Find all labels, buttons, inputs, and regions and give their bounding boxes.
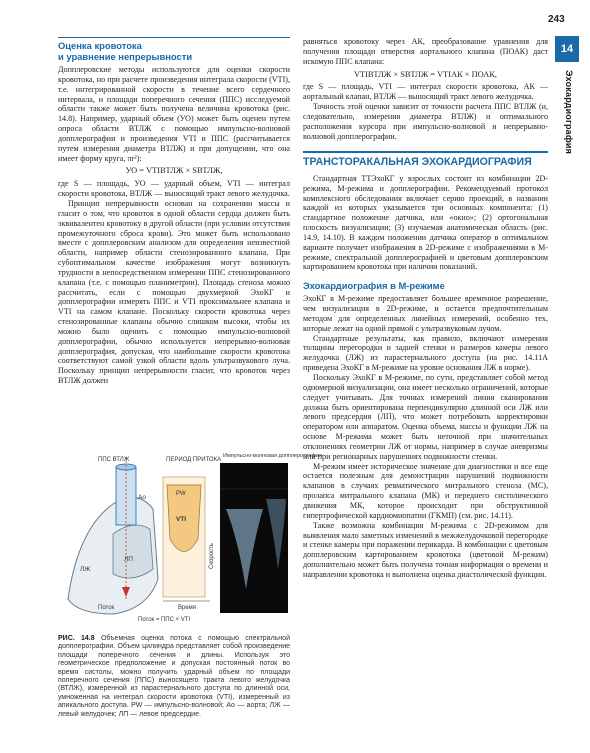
label-time: Время bbox=[178, 605, 197, 611]
paragraph: Поскольку ЭхоКГ в М-режиме, по сути, представляет собой метод одномерной визуализации, она имеет несколько ограничений, которые следует учитывать. Для точных измерений линия сканирования должна быть ориентирована перпендикулярно длинной оси ЛЖ или левого предсердия (ЛП), что может потребовать корректировки оператором или аппаратом. Оценка объема, массы и функции ЛЖ на основе М-режима может быть неточной при значительных отклонениях геометрии ЛЖ от нормы, например в случае аневризмы или при регионарных нарушениях подвижности стенки. bbox=[303, 373, 548, 461]
label-speed: Скорость bbox=[209, 543, 215, 569]
section-heading-line2: и уравнение непрерывности bbox=[58, 51, 193, 62]
section-heading-line1: Оценка кровотока bbox=[58, 40, 142, 51]
section-title: ТРАНСТОРАКАЛЬНАЯ ЭХОКАРДИОГРАФИЯ bbox=[303, 155, 532, 168]
flow-diagram bbox=[58, 449, 322, 632]
lvot-cylinder bbox=[116, 467, 136, 525]
figure-caption-text: Объемная оценка потока с помощью спектральной допплерографии. Объем цилиндра представляет собой произведение площади поперечного сечения и длины. Используя это геометрическое предположение и допуская постоянный поток во время систолы, можно получить ударный объем по площади поперечного сечения (ППС) выносящего тракта левого желудочка (ВТЛЖ), измеренной из парастернального доступа по длинной оси, умноженная на интеграл скорости кровотока (VTI), измеренный из апикального доступа. PW — импульсно-волновой; Ао — аорта; ЛЖ — левый желудочек; ЛП — левое предсердие. bbox=[58, 635, 290, 718]
formula: УО = VTIВТЛЖ × SВТЛЖ, bbox=[125, 166, 223, 176]
chapter-number-tab: 14 bbox=[555, 36, 579, 62]
label-pw: PW bbox=[176, 491, 186, 497]
paragraph: Точность этой оценки зависит от точности расчета ППС ВТЛЖ (и, следовательно, измерения диаметра ВТЛЖ) и оптимального расположения курсора при импульсно-волновой и непрерывно-волновой допплерографии. bbox=[303, 102, 548, 141]
paragraph: ЭхоКГ в М-режиме предоставляет большее временное разрешение, чем визуализация в 2D-режиме, и остается предпочтительным методом для определенных линейных измерений, особенно тех, которые лежат на одной прямой с ультразвуковым лучом. bbox=[303, 294, 548, 333]
section-rule bbox=[303, 151, 548, 152]
label-lv: ЛЖ bbox=[80, 566, 91, 573]
label-flow-eq: Поток = ППС × VTI bbox=[138, 617, 191, 623]
paragraph: где S — площадь, УО — ударный объем, VTI — интеграл скорости кровотока, ВТЛЖ — выносящий тракт левого желудочка. bbox=[58, 179, 290, 199]
label-la: ЛП bbox=[124, 556, 133, 563]
left-atrium-shape bbox=[113, 525, 153, 578]
chapter-title-side: Эхокардиография bbox=[564, 70, 574, 155]
heading-rule bbox=[58, 37, 290, 38]
label-vti: VTI bbox=[176, 516, 187, 523]
label-period: ПЕРИОД ПРИТОКА bbox=[166, 457, 222, 463]
paragraph: Допплеровские методы используются для оценки скорости кровотока, но при расчете произведения интеграла скорости (VTI), т.е. интегрированной скорости в течение всего сердечного интервала, и площади поперечного сечения (ППС) исследуемой области также может быть получена величина кровотока (рис. 14.8). Например, ударный объем (УО) может быть оценен путем опроса области ВТЛЖ с помощью импульсно-волновой допплерографии и произведения VTI и ППС (рассчитывается путем измерения диаметра ВТЛЖ) и при допущении, что она имеет форму круга, πr²): bbox=[58, 65, 290, 163]
label-pps: ППС ВТЛЖ bbox=[98, 457, 130, 463]
paragraph: Стандартная ТТЭхоКГ у взрослых состоит из комбинации 2D-режима, М-режима и допплерографии. Рекомендуемый протокол комплексного обследования включает серию проекций, в названии каждой из которых указывается три основных компонента: (1) стандартное положение датчика, или «окно»; (2) ортогональная плоскость визуализации; (3) изучаемая анатомическая область (рис. 14.9, 14.10). В каждом положении датчика оператор в оптимальном варианте получает изображения в 2D-режиме с изображениями в М-режиме, спектральной допплерографией и цветовым допплеровским картированием кровотока при наличии показаний. bbox=[303, 173, 548, 272]
figure-caption-label: РИС. 14.8 bbox=[58, 635, 95, 642]
subsection-heading: Эхокардиография в М-режиме bbox=[303, 280, 445, 292]
paragraph: равняться кровотоку через АК, преобразование уравнения для получения площади отверстия аортального клапана (ПОАК) даст искомую ППС клапана: bbox=[303, 37, 548, 66]
page-number: 243 bbox=[548, 14, 565, 25]
paragraph: где S — площадь, VTI — интеграл скорости кровотока, АК — аортальный клапан, ВТЛЖ — выносящий тракт левого желудочка. bbox=[303, 82, 548, 102]
label-flow: Поток bbox=[98, 605, 115, 611]
label-pw-doppler: Импульсно-волновая допплерография bbox=[223, 453, 322, 459]
paragraph: Также возможна комбинация М-режима с 2D-режимом для выявления мало заметных изменений в межжелудочковой перегородке и стенке камеры при поражении перикарда. В комбинации с цветовым допплеровским картированием кровотока (цветовой М-режим) дополнительно может быть получена точная информация о времени и направлении кровотока и выполнена оценка диастолической функции. bbox=[303, 520, 548, 579]
paragraph: Стандартные результаты, как правило, включают измерения толщины перегородки и задней стенки и размеров камеры левого желудочка (ЛЖ) из парастернального доступа (на рис. 14.11А приведена ЭхоКГ в М-режиме на уровне основания ЛЖ в норме). bbox=[303, 333, 548, 373]
figure-caption bbox=[58, 635, 290, 719]
paragraph: Принцип непрерывности основан на сохранении массы и гласит о том, что кровоток в одной области сердца должен быть эквивалентен кровотоку в другой области (при условии отсутствия промежуточного сброса крови). Это может быть использовано вместе с допплеровским анализом для определения неизвестной области, например области стенозированного клапана. При субоптимальном качестве изображения могут возникнуть трудности в непосредственном измерении ППС стенозированного клапана (т.е. с помощью планиметрии). Площадь стеноза можно рассчитать, если с помощью двухмерной ЭхоКГ и допплерографии измерять ППС и VTI проксимальнее клапана и VTI на самом клапане. Поскольку скорости кровотока через стенозированные клапаны обычно слишком высоки, чтобы их можно было оценить с помощью импульсно-волновой допплерографии, обычно используется непрерывно-волновая допплерография, допуская, что наибольшие скорости кровотока соответствуют самой узкой области вдоль ультразвукового луча. Поскольку принцип непрерывности гласит, что кровоток через ВТЛЖ должен bbox=[58, 198, 290, 386]
paragraph: М-режим имеет историческое значение для диагностики и все еще остается полезным для демонстрации нарушений подвижности клапанов в случаях ревматического митрального стеноза (МС), пролапса митрального клапана (МК) и переднего систолического движения МК, которое происходит при обструктивной гипертрофической кардиомиопатии (ГКМП) (см. рис. 14.11). bbox=[303, 461, 548, 520]
label-ao: Ао bbox=[138, 494, 146, 501]
right-column bbox=[303, 37, 548, 580]
formula: VTIВТЛЖ × SВТЛЖ = VTIАК × ПОАК, bbox=[353, 69, 498, 79]
left-column bbox=[58, 37, 290, 386]
figure-14-8 bbox=[58, 449, 322, 632]
